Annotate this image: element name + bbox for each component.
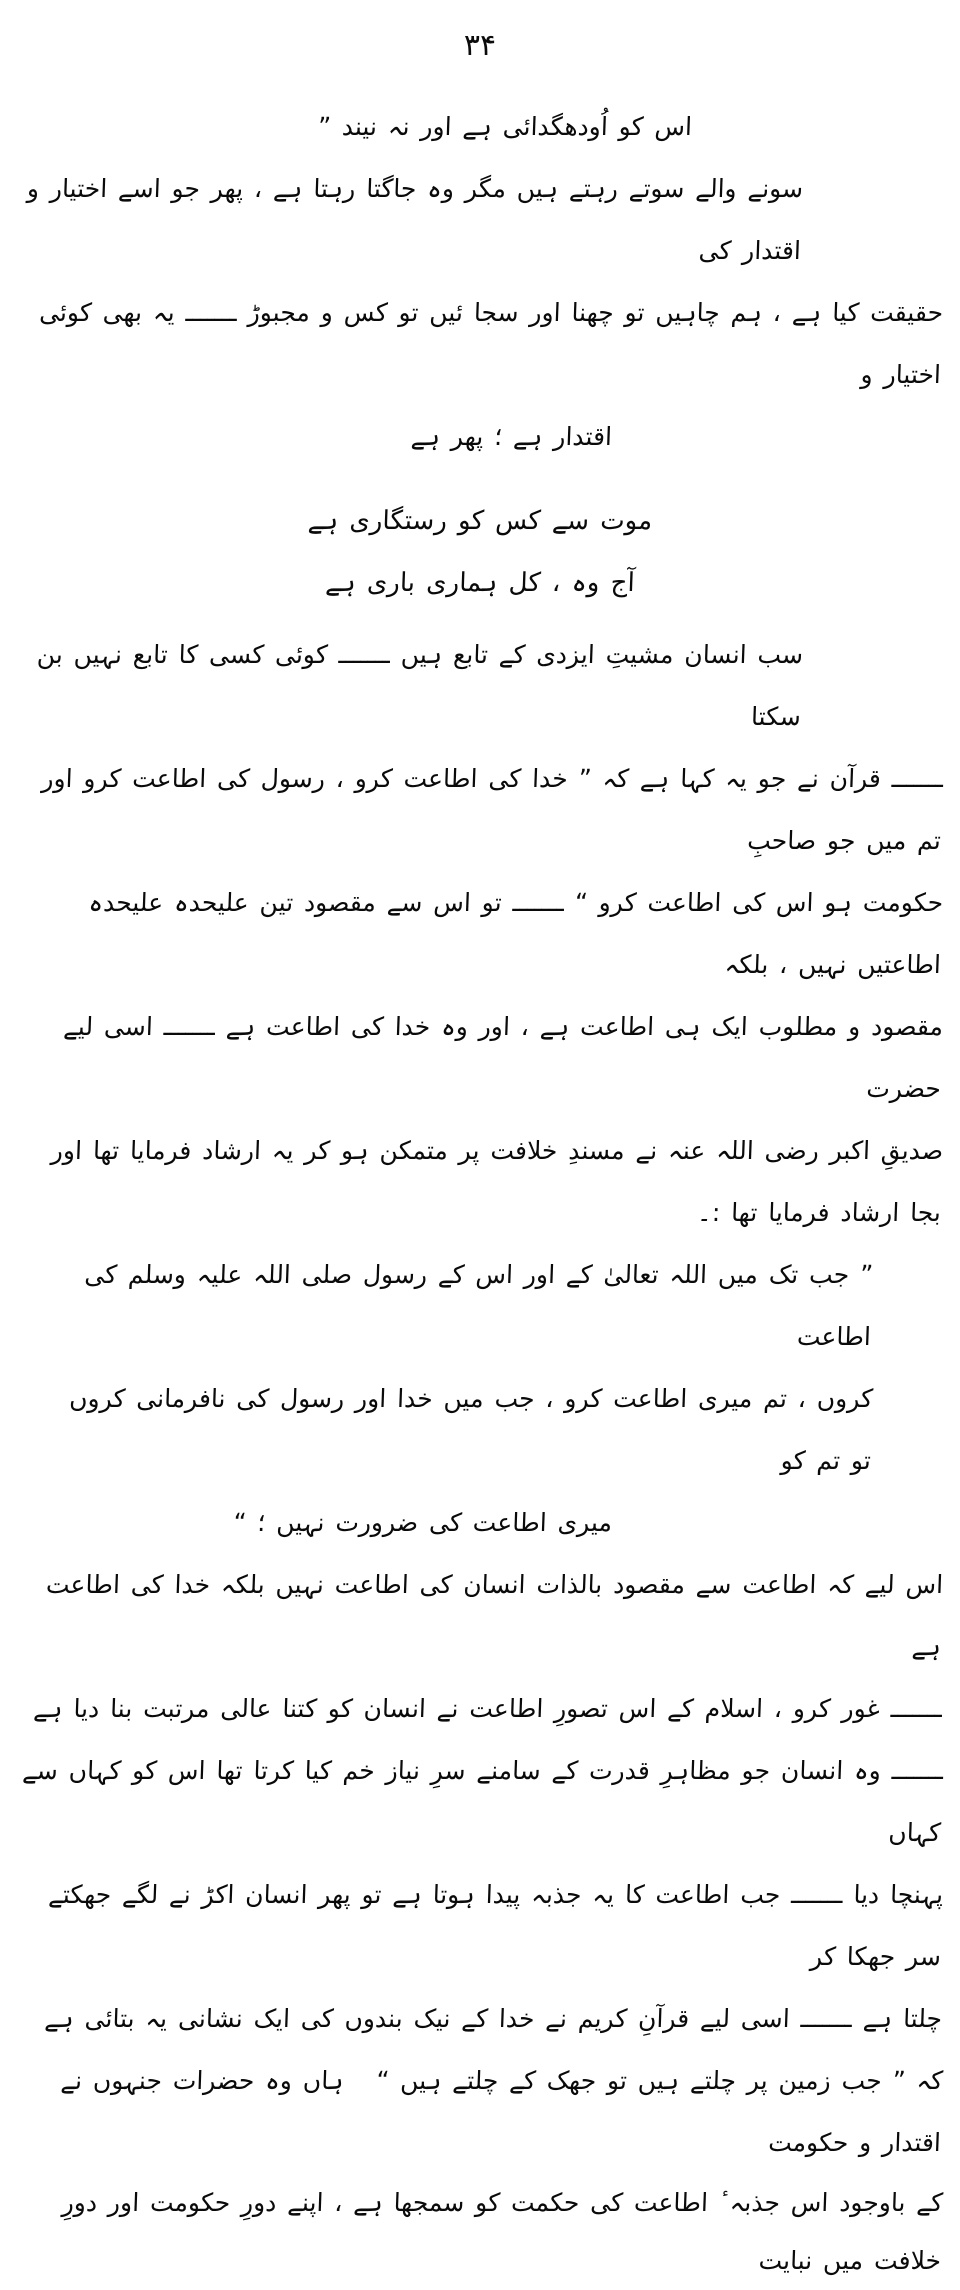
- text-line: حکومت ہو اس کی اطاعت کرو “ ـــــــ تو اس سے مقصود تین علیحدہ علیحدہ اطاعتیں نہیں ، بلکہ: [77, 888, 944, 979]
- quotation-line: کروں ، تم میری اطاعت کرو ، جب میں خدا اور رسول کی نافرمانی کروں تو تم کو: [57, 1384, 874, 1475]
- text-line: ـــــــ غور کرو ، اسلام کے اس تصورِ اطاعت نے انسان کو کتنا عالی مرتبت بنا دیا ہے: [32, 1694, 943, 1723]
- line-spacer: [18, 468, 942, 490]
- quotation-line: میری اطاعت کی ضرورت نہیں ؛ “: [233, 1508, 613, 1537]
- text-line: سب انسان مشیتِ ایزدی کے تابع ہیں ـــــــ کوئی کسی کا تابع نہیں بن سکتا: [25, 640, 804, 731]
- quotation-line: ” جب تک میں اللہ تعالیٰ کے اور اس کے رسول صلی اللہ علیہ وسلم کی اطاعت: [72, 1260, 874, 1351]
- text-line: ـــــــ وہ انسان جو مظاہرِ قدرت کے سامنے سرِ نیاز خم کیا کرتا تھا اس کو کہاں سے کہاں: [10, 1756, 944, 1847]
- text-line: کے باوجود اس جذبہ ٔ اطاعت کی حکمت کو سمجھا ہے ، اپنے دورِ حکومت اور دورِ خلافت میں نبایت: [50, 2188, 944, 2275]
- body-text-block: [10, 96, 944, 2290]
- text-line: سونے والے سوتے رہتے ہیں مگر وہ جاگتا رہتا ہے ، پھر جو اسے اختیار و اقتدار کی: [15, 174, 804, 265]
- text-line: حقیقت کیا ہے ، ہم چاہیں تو چھنا اور سجا ئیں تو کس و مجبوڑ ـــــــ یہ بھی کوئی اختیار و: [27, 298, 944, 389]
- line-spacer: [18, 614, 942, 624]
- text-line: کہ ” جب زمین پر چلتے ہیں تو جھک کے چلتے ہیں “ ہاں وہ حضرات جنہوں نے اقتدار و حکومت: [49, 2066, 944, 2157]
- poetry-line: آج وہ ، کل ہماری باری ہے: [324, 568, 636, 598]
- page-number: ۳۴: [463, 28, 497, 63]
- text-line: اس لیے کہ اطاعت سے مقصود بالذات انسان کی اطاعت نہیں بلکہ خدا کی اطاعت ہے: [34, 1570, 944, 1661]
- text-line: پہنچا دیا ـــــــ جب اطاعت کا یہ جذبہ پیدا ہوتا ہے تو پھر انسان اکڑ نے لگے جھکتے سر جھکا کر: [36, 1880, 944, 1971]
- poetry-line: موت سے کس کو رستگاری ہے: [307, 506, 653, 536]
- text-line: صدیقِ اکبر رضی اللہ عنہ نے مسندِ خلافت پر متمکن ہو کر یہ ارشاد فرمایا تھا اور بجا ارشاد فرمایا تھا :۔: [39, 1136, 944, 1227]
- text-line: مقصود و مطلوب ایک ہی اطاعت ہے ، اور وہ خدا کی اطاعت ہے ـــــــ اسی لیے حضرت: [51, 1012, 944, 1103]
- text-line: چلتا ہے ـــــــ اسی لیے قرآنِ کریم نے خدا کے نیک بندوں کی ایک نشانی یہ بتائی ہے: [43, 2004, 943, 2033]
- text-line: اس کو اُودھگدائی ہے اور نہ نیند ”: [317, 112, 693, 141]
- text-line: ـــــــ قرآن نے جو یہ کہا ہے کہ ” خدا کی اطاعت کرو ، رسول کی اطاعت کرو اور تم میں جو صاحبِ: [30, 764, 944, 855]
- text-line: اقتدار ہے ؛ پھر ہے: [410, 422, 613, 451]
